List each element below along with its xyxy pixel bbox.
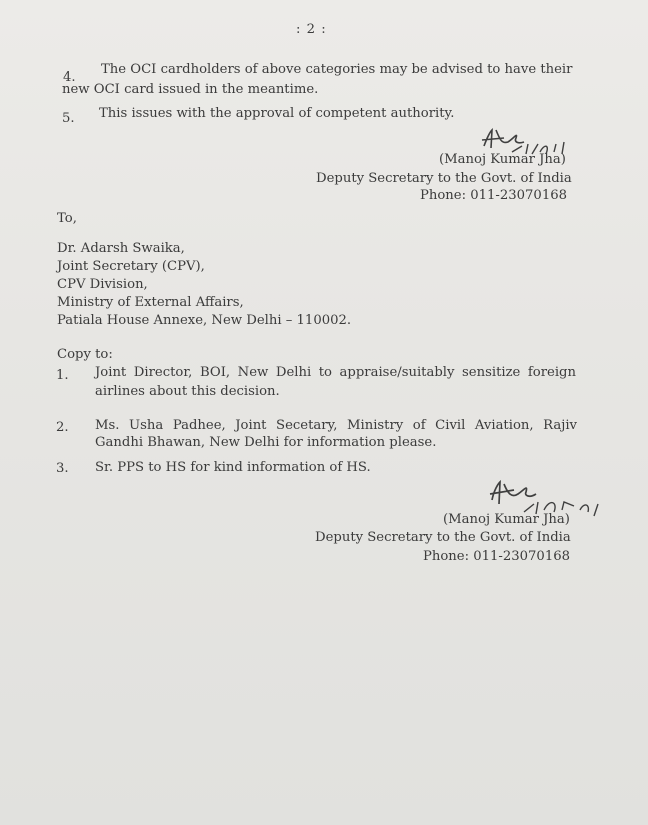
signatory-phone: Phone: 011-23070168	[420, 188, 567, 203]
signatory-designation: Deputy Secretary to the Govt. of India	[316, 171, 572, 186]
address-line: Ministry of External Affairs,	[57, 295, 244, 310]
paragraph-text: This issues with the approval of competent authority.	[99, 106, 455, 121]
paragraph-text: new OCI card issued in the meantime.	[62, 82, 319, 97]
page-number: : 2 :	[296, 22, 327, 37]
copy-item-text: Joint Director, BOI, New Delhi to appraise/suitably sensitize foreign	[95, 365, 576, 380]
copy-item-text: airlines about this decision.	[95, 384, 280, 399]
addressee-label: To,	[57, 211, 77, 226]
signatory-designation: Deputy Secretary to the Govt. of India	[315, 530, 571, 545]
paragraph-number: 4.	[63, 70, 76, 85]
signatory-name: (Manoj Kumar Jha)	[443, 512, 570, 527]
signatory-name: (Manoj Kumar Jha)	[439, 152, 566, 167]
copy-to-label: Copy to:	[57, 347, 113, 362]
address-line: CPV Division,	[57, 277, 148, 292]
paragraph-number: 5.	[62, 111, 75, 126]
copy-item-number: 1.	[56, 368, 69, 383]
copy-item-text: Gandhi Bhawan, New Delhi for information please.	[95, 435, 437, 450]
signatory-phone: Phone: 011-23070168	[423, 549, 570, 564]
copy-item-text: Sr. PPS to HS for kind information of HS.	[95, 460, 371, 475]
address-line: Joint Secretary (CPV),	[57, 259, 205, 274]
address-line: Patiala House Annexe, New Delhi – 110002.	[57, 313, 352, 328]
address-line: Dr. Adarsh Swaika,	[57, 241, 185, 256]
copy-item-number: 3.	[56, 461, 69, 476]
paragraph-text: The OCI cardholders of above categories may be advised to have their	[101, 62, 573, 77]
copy-item-text: Ms. Usha Padhee, Joint Secetary, Ministry of Civil Aviation, Rajiv	[95, 418, 577, 433]
copy-item-number: 2.	[56, 420, 69, 435]
